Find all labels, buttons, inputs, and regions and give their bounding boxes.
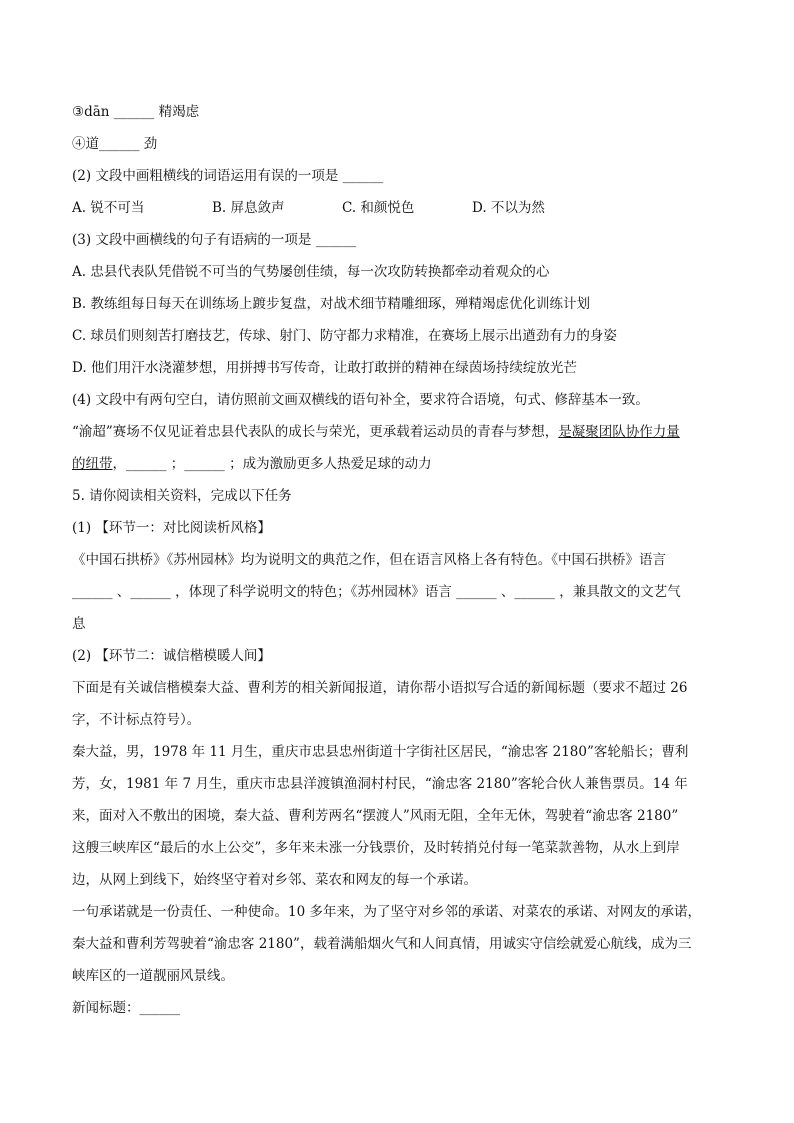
news-line-7: 秦大益和曹利芳驾驶着“渝忠客 2180”，载着满船烟火气和人间真情，用诚实守信绘就爱心航线，成为三 (72, 936, 692, 952)
news-line-4: 这艘三峡库区“最后的水上公交”，多年来未涨一分钱票价，及时转捎兑付每一笔菜款善物，从水上到岸 (72, 840, 680, 856)
section-2-text-2: 字，不计标点符号）。 (72, 712, 201, 728)
question-4-passage-line-2 (72, 448, 720, 480)
double-underlined-phrase: 是凝聚团队协作力量 (558, 424, 680, 440)
question-3: (3) 文段中画横线的句子有语病的一项是 ______ (72, 232, 357, 248)
news-line-8: 峡库区的一道靓丽风景线。 (72, 968, 234, 984)
question-4: (4) 文段中有两句空白，请仿照前文画双横线的语句补全，要求符合语境，句式、修辞基本一致。 (72, 392, 649, 408)
option-d: D. 不以为然 (472, 200, 545, 216)
section-1-text-2: ______ 、______ ，体现了科学说明文的特色；《苏州园林》语言 ______ 、______ ，兼具散文的文艺气 (72, 584, 681, 600)
news-line-1: 秦大益，男，1978 年 11 月生，重庆市忠县忠州街道十字街社区居民，“渝忠客 2180”客轮船长；曹利 (72, 744, 689, 760)
item-3-pinyin: ③dān ______ 精竭虑 (72, 104, 200, 120)
question-2: (2) 文段中画粗横线的词语运用有误的一项是 ______ (72, 168, 384, 184)
question-2-options (72, 192, 720, 224)
option-c: C. 和颜悦色 (342, 200, 415, 216)
section-2-text-1: 下面是有关诚信楷模秦大益、曹利芳的相关新闻报道，请你帮小语拟写合适的新闻标题（要求不超过 26 (72, 680, 688, 696)
passage-blanks: ，______ ；______ ；成为激励更多人热爱足球的动力 (112, 456, 432, 472)
news-title-blank: 新闻标题：______ (72, 1000, 180, 1016)
option-b: B. 屏息敛声 (212, 200, 285, 216)
question-3-option-c: C. 球员们则刻苦打磨技艺，传球、射门、防守都力求精准，在赛场上展示出遒劲有力的身姿 (72, 328, 617, 344)
question-3-option-d: D. 他们用汗水浇灌梦想，用拼搏书写传奇，让敢打敢拼的精神在绿茵场持续绽放光芒 (72, 360, 577, 376)
question-5: 5. 请你阅读相关资料，完成以下任务 (72, 488, 292, 504)
section-1-heading: (1) 【环节一：对比阅读析风格】 (72, 520, 271, 536)
news-line-6: 一句承诺就是一份责任、一种使命。10 多年来，为了坚守对乡邻的承诺、对菜农的承诺、对网友的承诺， (72, 904, 701, 920)
news-line-3: 来，面对入不敷出的困境，秦大益、曹利芳两名“摆渡人”风雨无阻，全年无休，驾驶着“渝忠客 2180” (72, 808, 679, 824)
news-line-5: 边，从网上到线下，始终坚守着对乡邻、菜农和网友的每一个承诺。 (72, 872, 477, 888)
question-4-passage-line-1 (72, 416, 720, 448)
document-page (72, 96, 720, 1024)
passage-text: “渝超”赛场不仅见证着忠县代表队的成长与荣光，更承载着运动员的青春与梦想， (72, 424, 559, 440)
section-2-heading: (2) 【环节二：诚信楷模暖人间】 (72, 648, 271, 664)
question-3-option-b: B. 教练组每日每天在训练场上踱步复盘，对战术细节精雕细琢，殚精竭虑优化训练计划 (72, 296, 591, 312)
section-1-text-3: 息 (72, 616, 86, 632)
item-4-pinyin: ④道______ 劲 (72, 136, 158, 152)
double-underlined-phrase-end: 的纽带 (72, 456, 113, 472)
question-3-option-a: A. 忠县代表队凭借锐不可当的气势屡创佳绩，每一次攻防转换都牵动着观众的心 (72, 264, 550, 280)
section-1-text-1: 《中国石拱桥》《苏州园林》均为说明文的典范之作，但在语言风格上各有特色。《中国石拱桥》语言 (72, 552, 666, 568)
option-a: A. 锐不可当 (72, 200, 145, 216)
news-line-2: 芳，女，1981 年 7 月生，重庆市忠县洋渡镇渔洞村村民，“渝忠客 2180”客轮合伙人兼售票员。14 年 (72, 776, 688, 792)
